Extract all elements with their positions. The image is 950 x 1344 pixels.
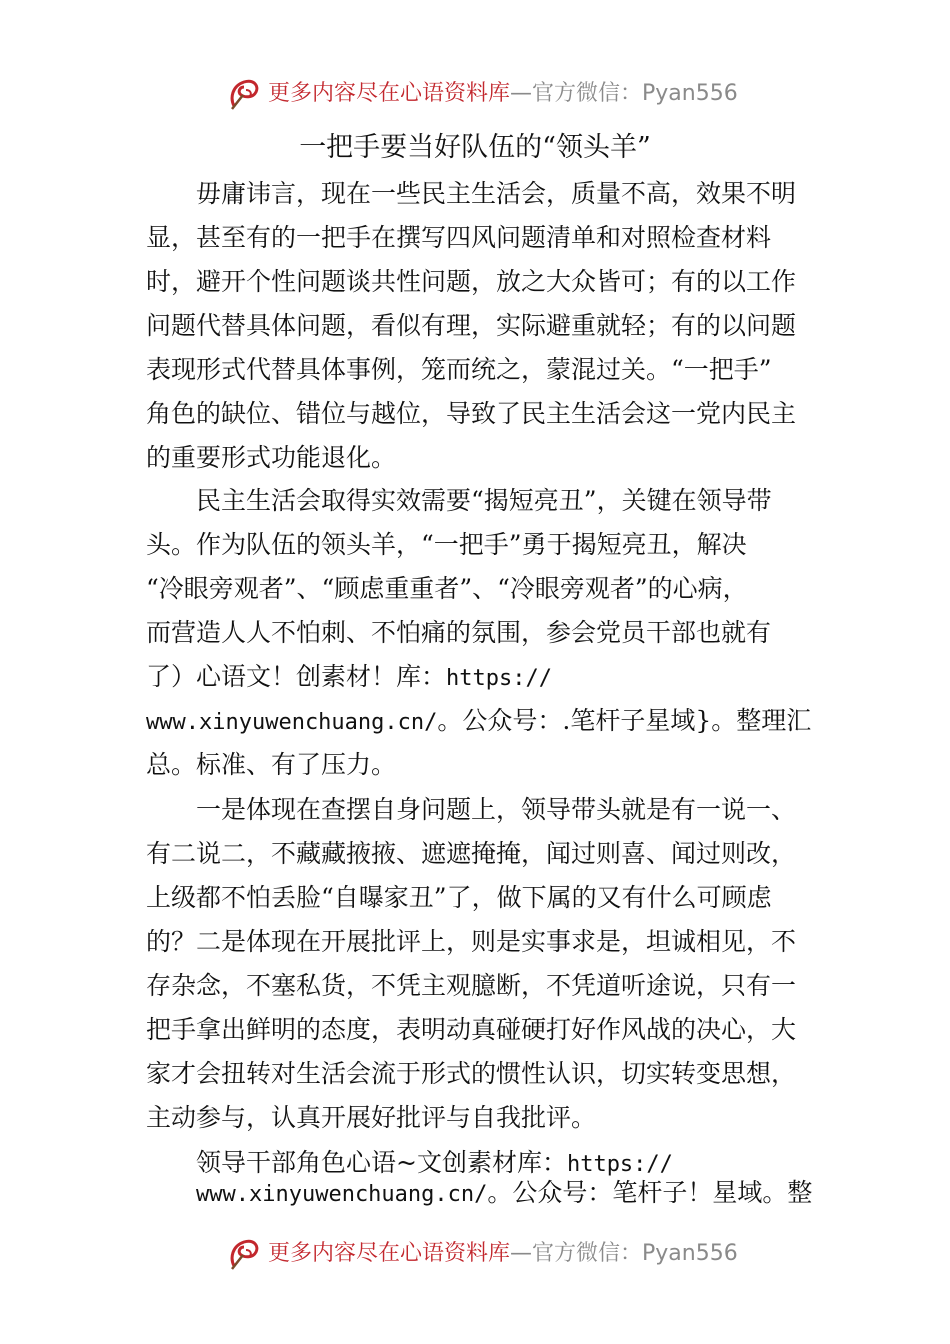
- paragraph-line: 有二说二，不藏藏掖掖、遮遮掩掩，闻过则喜、闻过则改，: [146, 839, 797, 868]
- paragraph-line: 上级都不怕丢脸“自曝家丑”了，做下属的又有什么可顾虑: [146, 883, 772, 912]
- banner-brand: 更多内容尽在心语资料库: [268, 81, 511, 106]
- source-link[interactable]: www.xinyuwenchuang.cn/: [196, 1182, 488, 1207]
- source-link[interactable]: www.xinyuwenchuang.cn/: [146, 710, 438, 735]
- paragraph-line: 主动参与，认真开展好批评与自我批评。: [146, 1103, 597, 1132]
- paragraph-line: 时，避开个性问题谈共性问题，放之大众皆可；有的以工作: [146, 267, 797, 296]
- inline-text: 。公众号：.笔杆子星域}。整理汇: [437, 706, 812, 735]
- paragraph-line: 存杂念，不塞私货，不凭主观臆断，不凭道听途说，只有一: [146, 971, 797, 1000]
- inline-text: 了）心语文！创素材！库：: [146, 662, 447, 691]
- paragraph-line: “冷眼旁观者”、“顾虑重重者”、“冷眼旁观者”的心病，: [146, 574, 748, 603]
- banner-contact: —官方微信：Pyan556: [510, 81, 738, 106]
- paragraph-3: [146, 788, 822, 1140]
- paragraph-4: [196, 1148, 836, 1208]
- paragraph-line: [146, 655, 822, 699]
- paragraph-line: 把手拿出鲜明的态度，表明动真碰硬打好作风战的决心，大: [146, 1015, 797, 1044]
- banner-brand: 更多内容尽在心语资料库: [268, 1241, 511, 1266]
- header-banner: [0, 74, 950, 114]
- inline-text: 。公众号：笔杆子！星域。整: [487, 1178, 813, 1207]
- paragraph-line: 表现形式代替具体事例，笼而统之，蒙混过关。“一把手”: [146, 355, 772, 384]
- paragraph-line: 家才会扭转对生活会流于形式的惯性认识，切实转变思想，: [146, 1059, 797, 1088]
- paragraph-line: 总。标准、有了压力。: [146, 750, 397, 779]
- banner-contact: —官方微信：Pyan556: [510, 1241, 738, 1266]
- paragraph-line: 民主生活会取得实效需要“揭短亮丑”，关键在领导带: [146, 486, 772, 515]
- paragraph-line: 而营造人人不怕刺、不怕痛的氛围，参会党员干部也就有: [146, 618, 772, 647]
- banner-text: [268, 80, 738, 108]
- document-title: 一把手要当好队伍的“领头羊”: [299, 132, 651, 163]
- paragraph-line: 的？二是体现在开展批评上，则是实事求是，坦诚相见，不: [146, 927, 797, 956]
- inline-text: 领导干部角色心语~文创素材库：: [196, 1148, 567, 1177]
- paragraph-line: 问题代替具体问题，看似有理，实际避重就轻；有的以问题: [146, 311, 797, 340]
- banner-text: [268, 1240, 738, 1268]
- paragraph-line: 一是体现在查摆自身问题上，领导带头就是有一说一、: [146, 795, 797, 824]
- paragraph-line: 头。作为队伍的领头羊，“一把手”勇于揭短亮丑，解决: [146, 530, 747, 559]
- feather-logo-icon: [226, 76, 262, 112]
- paragraph-line: 毋庸讳言，现在一些民主生活会，质量不高，效果不明: [146, 179, 797, 208]
- footer-banner: [0, 1234, 950, 1274]
- paragraph-line: [146, 699, 822, 743]
- paragraph-line: 角色的缺位、错位与越位，导致了民主生活会这一党内民主: [146, 399, 797, 428]
- feather-logo-icon: [226, 1236, 262, 1272]
- source-link[interactable]: https://: [566, 1152, 673, 1177]
- paragraph-line: [196, 1148, 836, 1178]
- paragraph-1: [146, 172, 822, 480]
- paragraph-2: [146, 479, 822, 787]
- paragraph-line: 显，甚至有的一把手在撰写四风问题清单和对照检查材料: [146, 223, 772, 252]
- source-link[interactable]: https://: [446, 666, 552, 691]
- paragraph-line: [196, 1178, 836, 1208]
- paragraph-line: 的重要形式功能退化。: [146, 443, 397, 472]
